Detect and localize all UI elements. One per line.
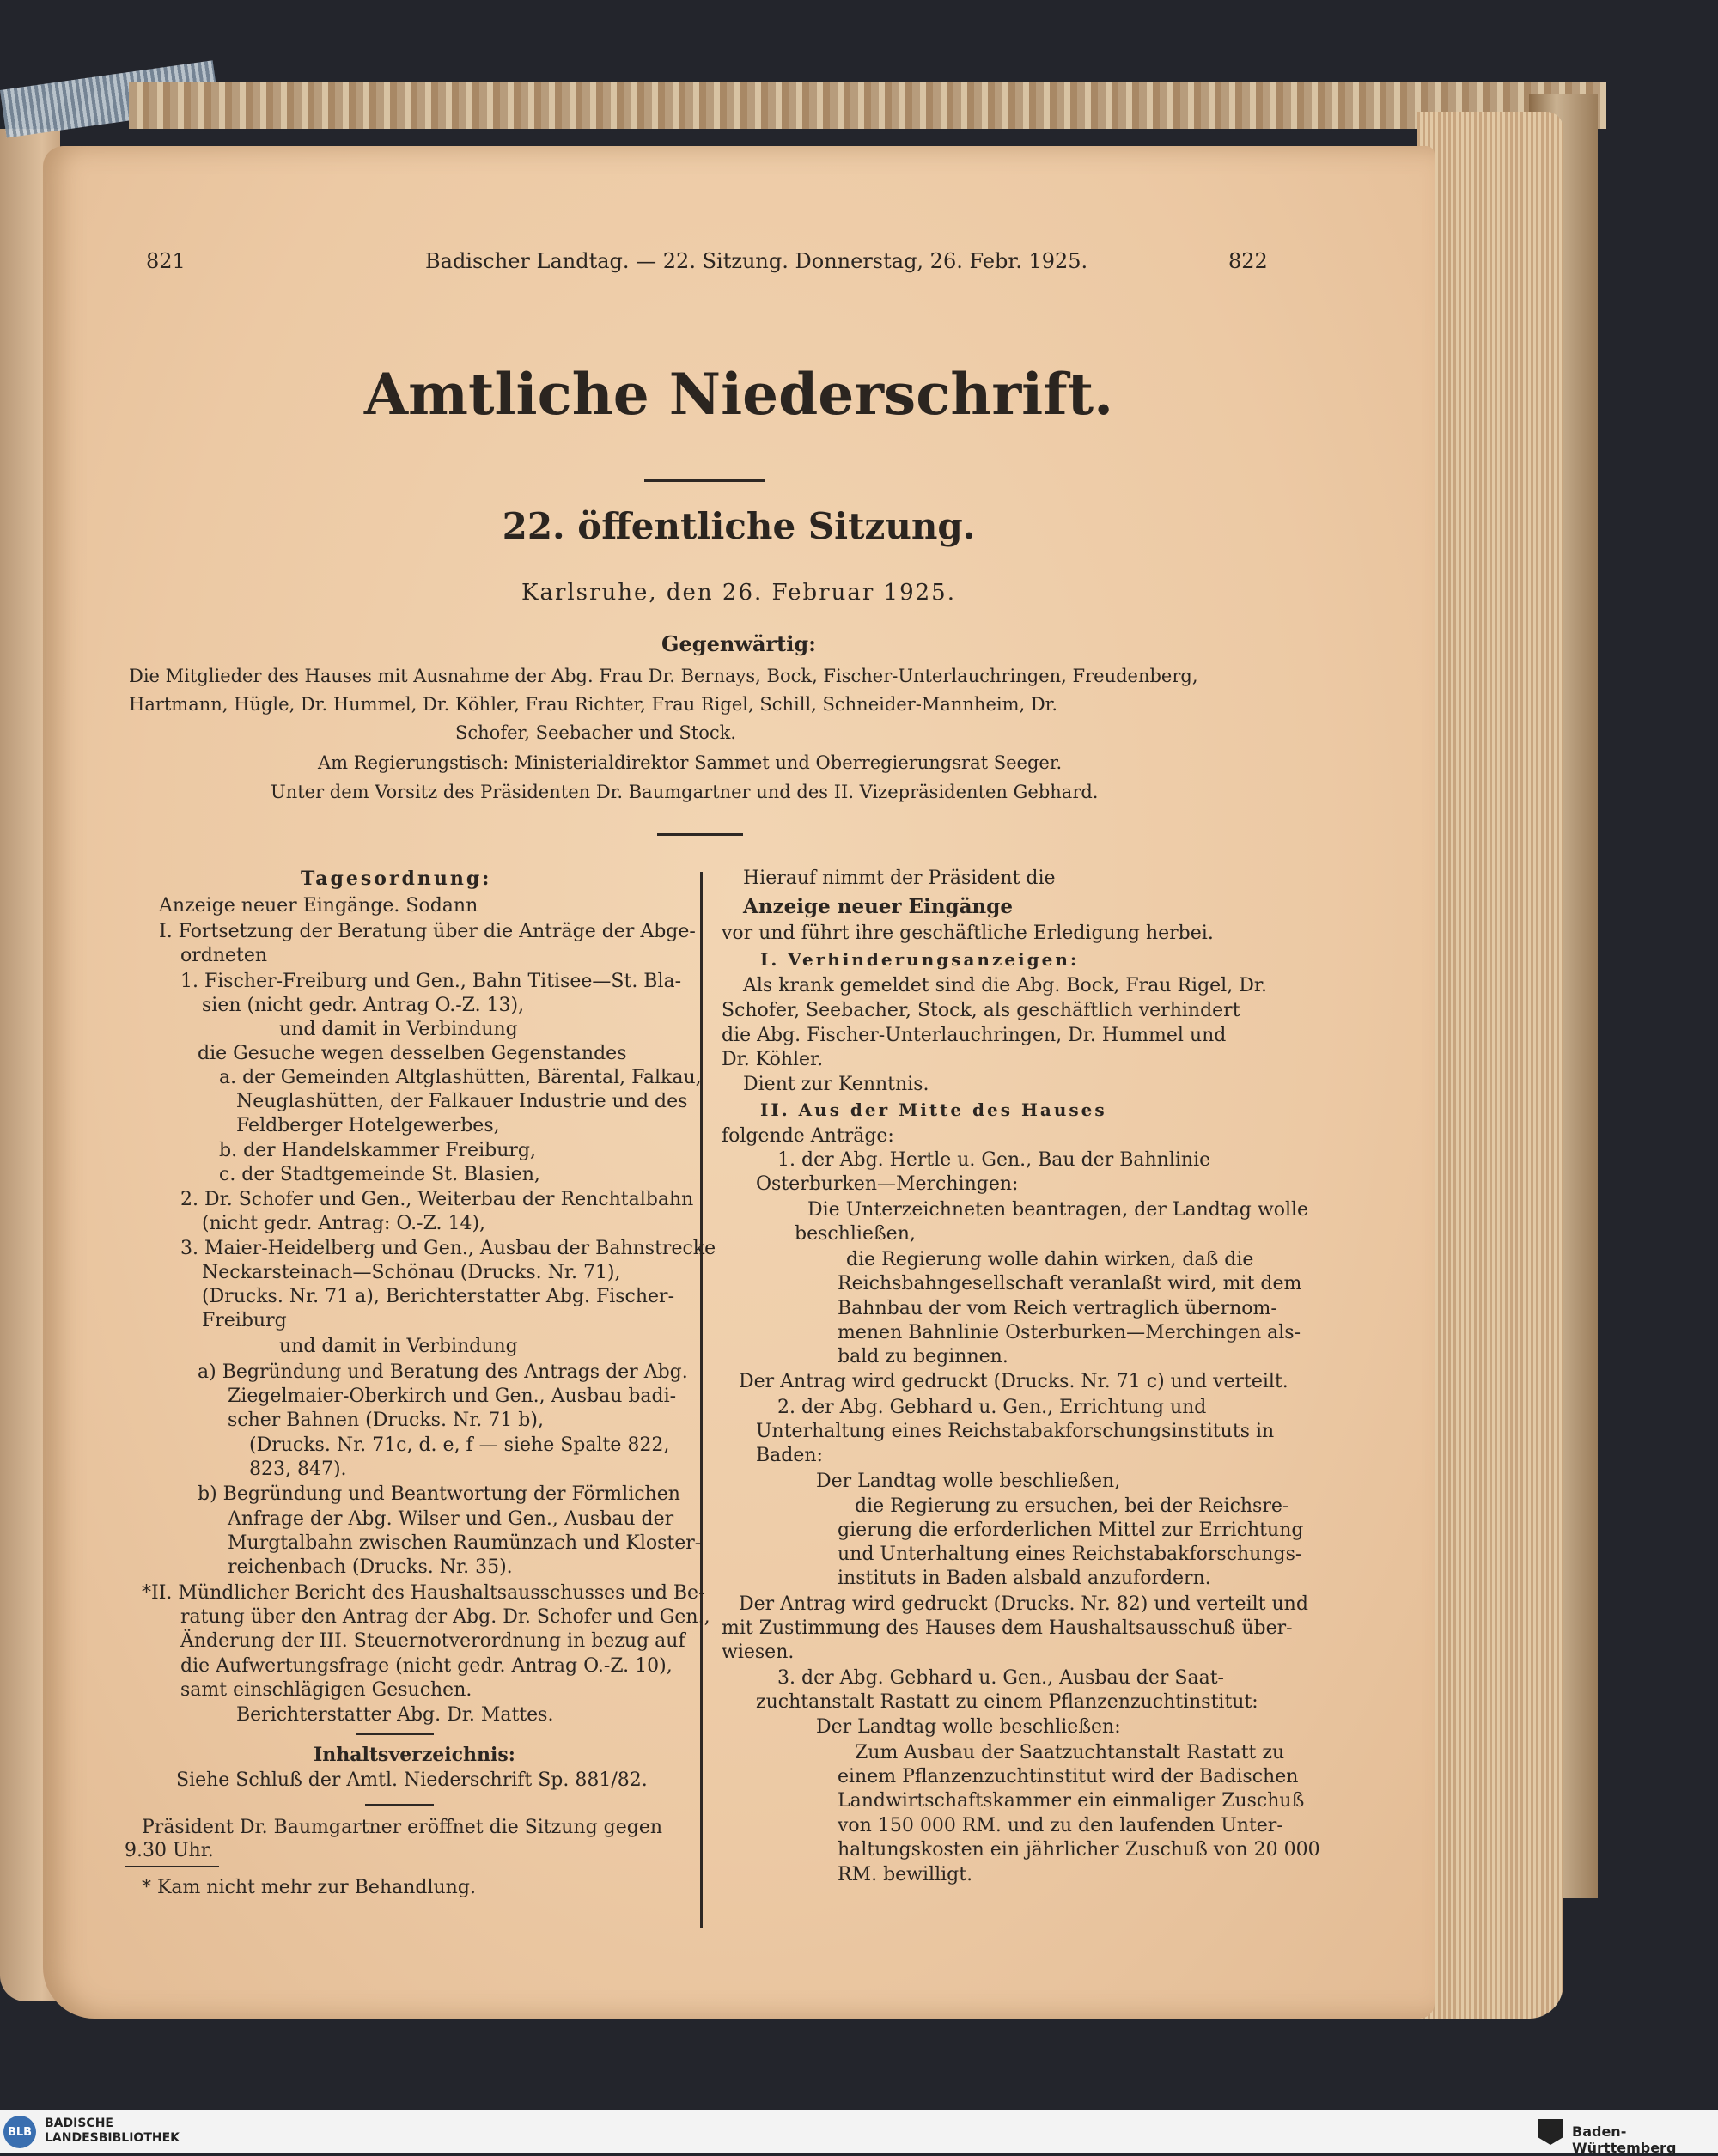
right-line: Hierauf nimmt der Präsident die — [743, 868, 1056, 889]
right-line: instituts in Baden alsbald anzufordern. — [838, 1568, 1211, 1589]
left-page-number: 821 — [146, 249, 186, 273]
footnote-rule — [125, 1866, 219, 1867]
page-title: Amtliche Niederschrift. — [363, 361, 1114, 428]
right-page-number: 822 — [1228, 249, 1268, 273]
right-line: 3. der Abg. Gebhard u. Gen., Ausbau der Saat- — [777, 1667, 1224, 1689]
blb-name[interactable] — [45, 2116, 180, 2146]
running-title: Badischer Landtag. — 22. Sitzung. Donnerstag, 26. Febr. 1925. — [425, 249, 1088, 273]
left-line: reichenbach (Drucks. Nr. 35). — [228, 1556, 513, 1578]
blb-name-line2: LANDESBIBLIOTHEK — [45, 2131, 180, 2145]
right-line: mit Zustimmung des Hauses dem Haushaltsausschuß über- — [722, 1617, 1293, 1639]
left-line: (Drucks. Nr. 71c, d. e, f — siehe Spalte 822, — [249, 1434, 670, 1456]
right-line: Der Antrag wird gedruckt (Drucks. Nr. 82) und verteilt und — [739, 1593, 1308, 1615]
section-heading: I. Verhinderungsanzeigen: — [760, 949, 1080, 970]
present-line: Hartmann, Hügle, Dr. Hummel, Dr. Köhler, Frau Richter, Frau Rigel, Schill, Schneider-Mannheim, Dr. — [129, 694, 1058, 715]
left-line: *II. Mündlicher Bericht des Haushaltsausschusses und Be- — [142, 1582, 705, 1604]
right-line: Schofer, Seebacher, Stock, als geschäftlich verhindert — [722, 1000, 1240, 1021]
right-line: bald zu beginnen. — [838, 1346, 1008, 1367]
document-page — [43, 146, 1435, 2019]
left-line: scher Bahnen (Drucks. Nr. 71 b), — [228, 1410, 544, 1431]
short-rule — [356, 1733, 434, 1735]
agenda-heading: Tagesordnung: — [301, 868, 492, 890]
right-line: die Regierung wolle dahin wirken, daß die — [846, 1249, 1254, 1270]
right-line: Die Unterzeichneten beantragen, der Landtag wolle — [807, 1199, 1309, 1221]
section-heading: II. Aus der Mitte des Hauses — [760, 1099, 1107, 1120]
left-line: c. der Stadtgemeinde St. Blasien, — [219, 1164, 540, 1185]
column-divider — [700, 872, 703, 1928]
right-line: zuchtanstalt Rastatt zu einem Pflanzenzuchtinstitut: — [756, 1691, 1258, 1713]
present-line: Am Regierungstisch: Ministerialdirektor Sammet und Oberregierungsrat Seeger. — [318, 752, 1063, 773]
right-line: vor und führt ihre geschäftliche Erledigung herbei. — [722, 923, 1214, 944]
left-line: 1. Fischer-Freiburg und Gen., Bahn Titisee—St. Bla- — [180, 971, 682, 992]
left-line: a. der Gemeinden Altglashütten, Bärental, Falkau, — [219, 1067, 702, 1088]
right-line: Zum Ausbau der Saatzuchtanstalt Rastatt zu — [855, 1742, 1285, 1763]
right-line: RM. bewilligt. — [838, 1864, 973, 1885]
left-line: Siehe Schluß der Amtl. Niederschrift Sp. 881/82. — [176, 1769, 648, 1791]
bw-name[interactable]: Baden-Württemberg — [1572, 2123, 1677, 2156]
left-line: a) Begründung und Beratung des Antrags der Abg. — [198, 1361, 688, 1383]
left-line: Präsident Dr. Baumgartner eröffnet die Sitzung gegen — [142, 1817, 663, 1838]
left-line: Neckarsteinach—Schönau (Drucks. Nr. 71), — [202, 1262, 621, 1283]
footer-bar — [0, 2110, 1718, 2156]
present-line: Unter dem Vorsitz des Präsidenten Dr. Baumgartner und des II. Vizepräsidenten Gebhard. — [271, 782, 1099, 802]
present-line: Schofer, Seebacher und Stock. — [455, 722, 737, 743]
right-line: einem Pflanzenzuchtinstitut wird der Badischen — [838, 1766, 1299, 1788]
right-line: Als krank gemeldet sind die Abg. Bock, Frau Rigel, Dr. — [743, 975, 1267, 996]
place-date: Karlsruhe, den 26. Februar 1925. — [521, 580, 956, 606]
left-line: 9.30 Uhr. — [125, 1840, 214, 1861]
right-line: Unterhaltung eines Reichstabakforschungsinstituts in — [756, 1421, 1275, 1442]
short-rule — [365, 1804, 434, 1806]
left-line: Freiburg — [202, 1310, 287, 1331]
right-line: Baden: — [756, 1445, 823, 1466]
right-line: Landwirtschaftskammer ein einmaliger Zuschuß — [838, 1790, 1305, 1812]
right-line: die Abg. Fischer-Unterlauchringen, Dr. Hummel und — [722, 1025, 1227, 1046]
session-title: 22. öffentliche Sitzung. — [502, 505, 976, 547]
right-line: Der Antrag wird gedruckt (Drucks. Nr. 71 c) und verteilt. — [739, 1371, 1288, 1392]
present-heading: Gegenwärtig: — [661, 631, 816, 656]
left-line: ratung über den Antrag der Abg. Dr. Schofer und Gen., — [180, 1606, 710, 1628]
left-line: b) Begründung und Beantwortung der Förmlichen — [198, 1483, 680, 1505]
right-line: folgende Anträge: — [722, 1125, 894, 1147]
left-line: und damit in Verbindung — [279, 1019, 518, 1040]
footnote: * Kam nicht mehr zur Behandlung. — [142, 1877, 476, 1898]
right-line: Bahnbau der vom Reich vertraglich übernom- — [838, 1298, 1277, 1319]
title-rule — [644, 479, 765, 482]
contents-heading: Inhaltsverzeichnis: — [314, 1744, 515, 1766]
right-line: 2. der Abg. Gebhard u. Gen., Errichtung und — [777, 1397, 1207, 1418]
right-line: menen Bahnlinie Osterburken—Merchingen als- — [838, 1322, 1301, 1343]
section-rule — [657, 833, 743, 836]
left-line: die Aufwertungsfrage (nicht gedr. Antrag O.-Z. 10), — [180, 1655, 673, 1677]
right-line: die Regierung zu ersuchen, bei der Reichsre- — [855, 1495, 1289, 1517]
right-line: haltungskosten ein jährlicher Zuschuß von 20 000 — [838, 1839, 1320, 1861]
right-line: Der Landtag wolle beschließen: — [816, 1716, 1121, 1738]
left-line: Ziegelmaier-Oberkirch und Gen., Ausbau badi- — [228, 1386, 677, 1407]
incoming-heading: Anzeige neuer Eingänge — [743, 895, 1013, 918]
left-line: und damit in Verbindung — [279, 1336, 518, 1357]
right-line: gierung die erforderlichen Mittel zur Errichtung — [838, 1520, 1304, 1541]
left-line: b. der Handelskammer Freiburg, — [219, 1140, 536, 1161]
right-line: von 150 000 RM. und zu den laufenden Unter- — [838, 1815, 1283, 1836]
left-line: Neuglashütten, der Falkauer Industrie und des — [236, 1091, 688, 1112]
right-line: Dr. Köhler. — [722, 1049, 824, 1070]
left-line: 823, 847). — [249, 1459, 347, 1480]
left-line: Berichterstatter Abg. Dr. Mattes. — [236, 1704, 554, 1726]
right-line: Der Landtag wolle beschließen, — [816, 1471, 1121, 1492]
left-line: I. Fortsetzung der Beratung über die Anträge der Abge- — [159, 921, 696, 942]
right-line: Osterburken—Merchingen: — [756, 1173, 1019, 1195]
right-line: beschließen, — [795, 1223, 916, 1245]
left-line: samt einschlägigen Gesuchen. — [180, 1679, 472, 1701]
left-line: 3. Maier-Heidelberg und Gen., Ausbau der Bahnstrecke — [180, 1238, 716, 1259]
left-line: (Drucks. Nr. 71 a), Berichterstatter Abg. Fischer- — [202, 1286, 674, 1307]
blb-logo[interactable]: BLB — [3, 2116, 36, 2148]
left-line: Anfrage der Abg. Wilser und Gen., Ausbau der — [228, 1508, 674, 1530]
present-line: Die Mitglieder des Hauses mit Ausnahme der Abg. Frau Dr. Bernays, Bock, Fischer-Unterlauchringen, Freudenberg, — [129, 666, 1198, 686]
left-line: ordneten — [180, 945, 268, 966]
coat-of-arms-icon[interactable] — [1538, 2119, 1563, 2145]
page-edges — [1417, 112, 1563, 2019]
left-line: Anzeige neuer Eingänge. Sodann — [159, 895, 478, 917]
right-line: Dient zur Kenntnis. — [743, 1074, 929, 1095]
left-line: die Gesuche wegen desselben Gegenstandes — [198, 1043, 627, 1064]
right-line: und Unterhaltung eines Reichstabakforschungs- — [838, 1544, 1302, 1565]
left-line: sien (nicht gedr. Antrag O.-Z. 13), — [202, 995, 525, 1016]
right-line: 1. der Abg. Hertle u. Gen., Bau der Bahnlinie — [777, 1149, 1211, 1171]
left-line: Murgtalbahn zwischen Raumünzach und Kloster- — [228, 1532, 702, 1554]
left-line: Feldberger Hotelgewerbes, — [236, 1115, 500, 1136]
left-line: 2. Dr. Schofer und Gen., Weiterbau der Renchtalbahn — [180, 1189, 694, 1210]
left-line: Änderung der III. Steuernotverordnung in bezug auf — [180, 1630, 685, 1652]
book-cover-top — [129, 82, 1606, 129]
right-line: Reichsbahngesellschaft veranlaßt wird, mit dem — [838, 1273, 1302, 1294]
blb-name-line1: BADISCHE — [45, 2116, 113, 2130]
left-line: (nicht gedr. Antrag: O.-Z. 14), — [202, 1213, 486, 1234]
right-line: wiesen. — [722, 1641, 795, 1663]
